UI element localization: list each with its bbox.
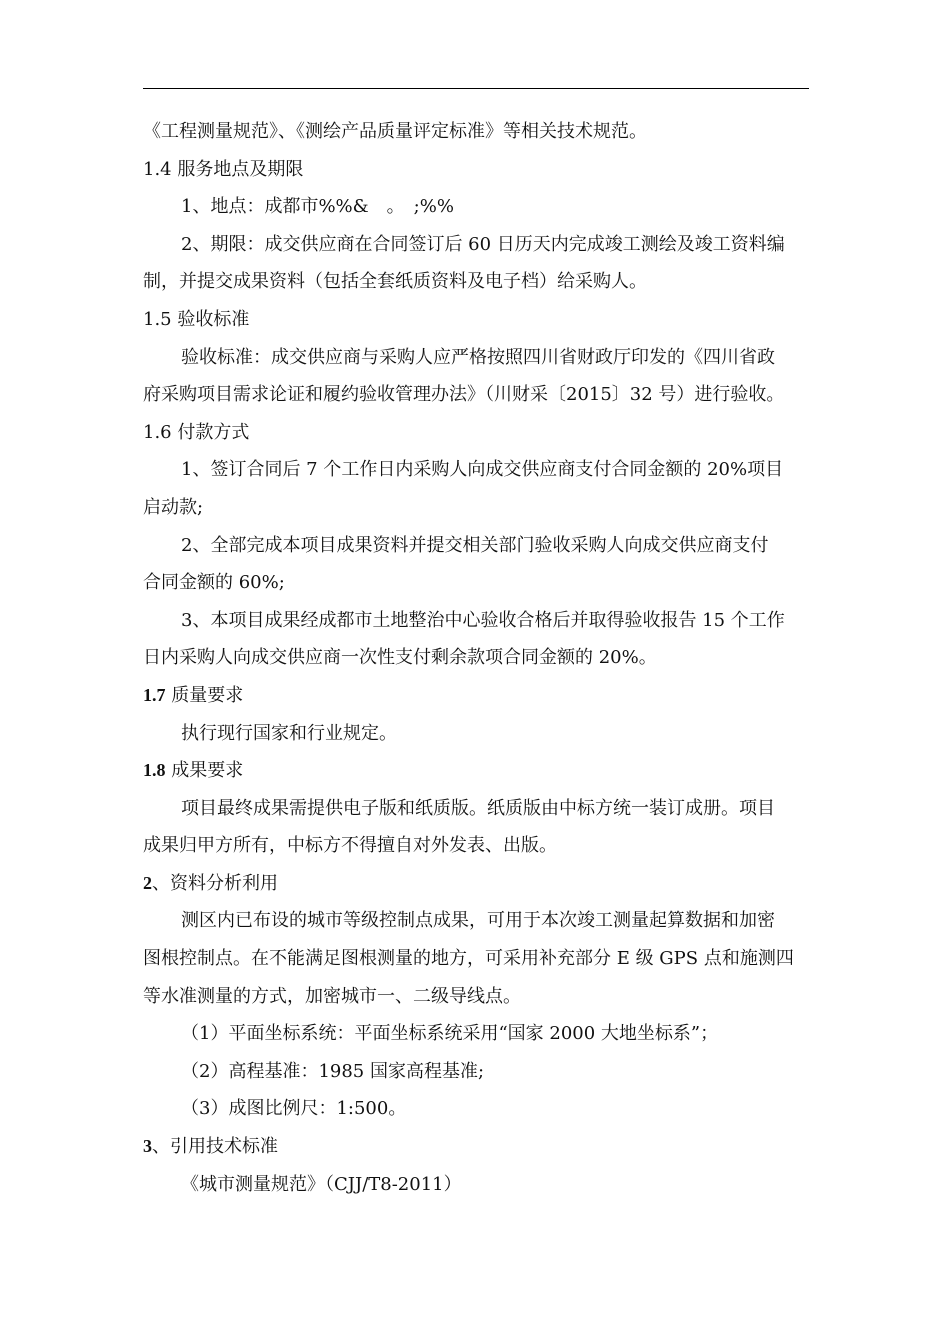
section-heading-1-5: 1.5 验收标准 [143, 308, 250, 330]
section-heading-1-8: 1.8 成果要求 [143, 760, 244, 782]
section-heading-1-6: 1.6 付款方式 [143, 421, 250, 443]
text-line: 3、本项目成果经成都市土地整治中心验收合格后并取得验收报告 15 个工作 [181, 609, 785, 631]
text-line: 执行现行国家和行业规定。 [181, 722, 397, 744]
text-line: 等水准测量的方式，加密城市一、二级导线点。 [143, 985, 521, 1007]
heading-number: 3 [143, 1136, 152, 1157]
text-line: 日内采购人向成交供应商一次性支付剩余款项合同金额的 20%。 [143, 647, 657, 669]
section-heading-3: 3、引用技术标准 [143, 1136, 278, 1158]
text-line: 《城市测量规范》（CJJ/T8-2011） [181, 1173, 462, 1195]
header-rule [143, 88, 809, 89]
text-line: 项目最终成果需提供电子版和纸质版。纸质版由中标方统一装订成册。项目 [181, 797, 775, 819]
text-line: （1）平面坐标系统：平面坐标系统采用“国家 2000 大地坐标系”； [181, 1023, 719, 1045]
heading-number: 1.7 [143, 684, 166, 705]
document-body [143, 113, 809, 1203]
text-line: 1、签订合同后 7 个工作日内采购人向成交供应商支付合同金额的 20%项目 [181, 459, 784, 481]
text-line: 府采购项目需求论证和履约验收管理办法》（川财采〔2015〕32 号）进行验收。 [143, 384, 785, 406]
text-line: 图根控制点。在不能满足图根测量的地方，可采用补充部分 E 级 GPS 点和施测四 [143, 948, 794, 970]
text-line: 《工程测量规范》、《测绘产品质量评定标准》等相关技术规范。 [143, 121, 647, 142]
text-line: 启动款; [143, 496, 204, 518]
text-line: 测区内已布设的城市等级控制点成果，可用于本次竣工测量起算数据和加密 [181, 910, 775, 932]
text-line: 制，并提交成果资料（包括全套纸质资料及电子档）给采购人。 [143, 271, 647, 293]
heading-number: 1.8 [143, 760, 166, 781]
heading-number: 2 [143, 872, 152, 893]
text-line: 1、地点：成都市%%& 。 ;%% [181, 196, 454, 218]
text-line: （2）高程基准：1985 国家高程基准; [181, 1060, 485, 1082]
text-line: 合同金额的 60%; [143, 572, 285, 594]
section-heading-1-7: 1.7 质量要求 [143, 684, 244, 706]
text-line: 验收标准：成交供应商与采购人应严格按照四川省财政厅印发的《四川省政 [181, 346, 775, 368]
text-line: 2、期限：成交供应商在合同签订后 60 日历天内完成竣工测绘及竣工资料编 [181, 233, 785, 255]
section-heading-1-4: 1.4 服务地点及期限 [143, 158, 304, 180]
text-line: 2、全部完成本项目成果资料并提交相关部门验收采购人向成交供应商支付 [181, 534, 769, 556]
text-line: 成果归甲方所有，中标方不得擅自对外发表、出版。 [143, 835, 557, 857]
section-heading-2: 2、资料分析利用 [143, 872, 278, 894]
text-line: （3）成图比例尺：1:500。 [181, 1098, 407, 1120]
